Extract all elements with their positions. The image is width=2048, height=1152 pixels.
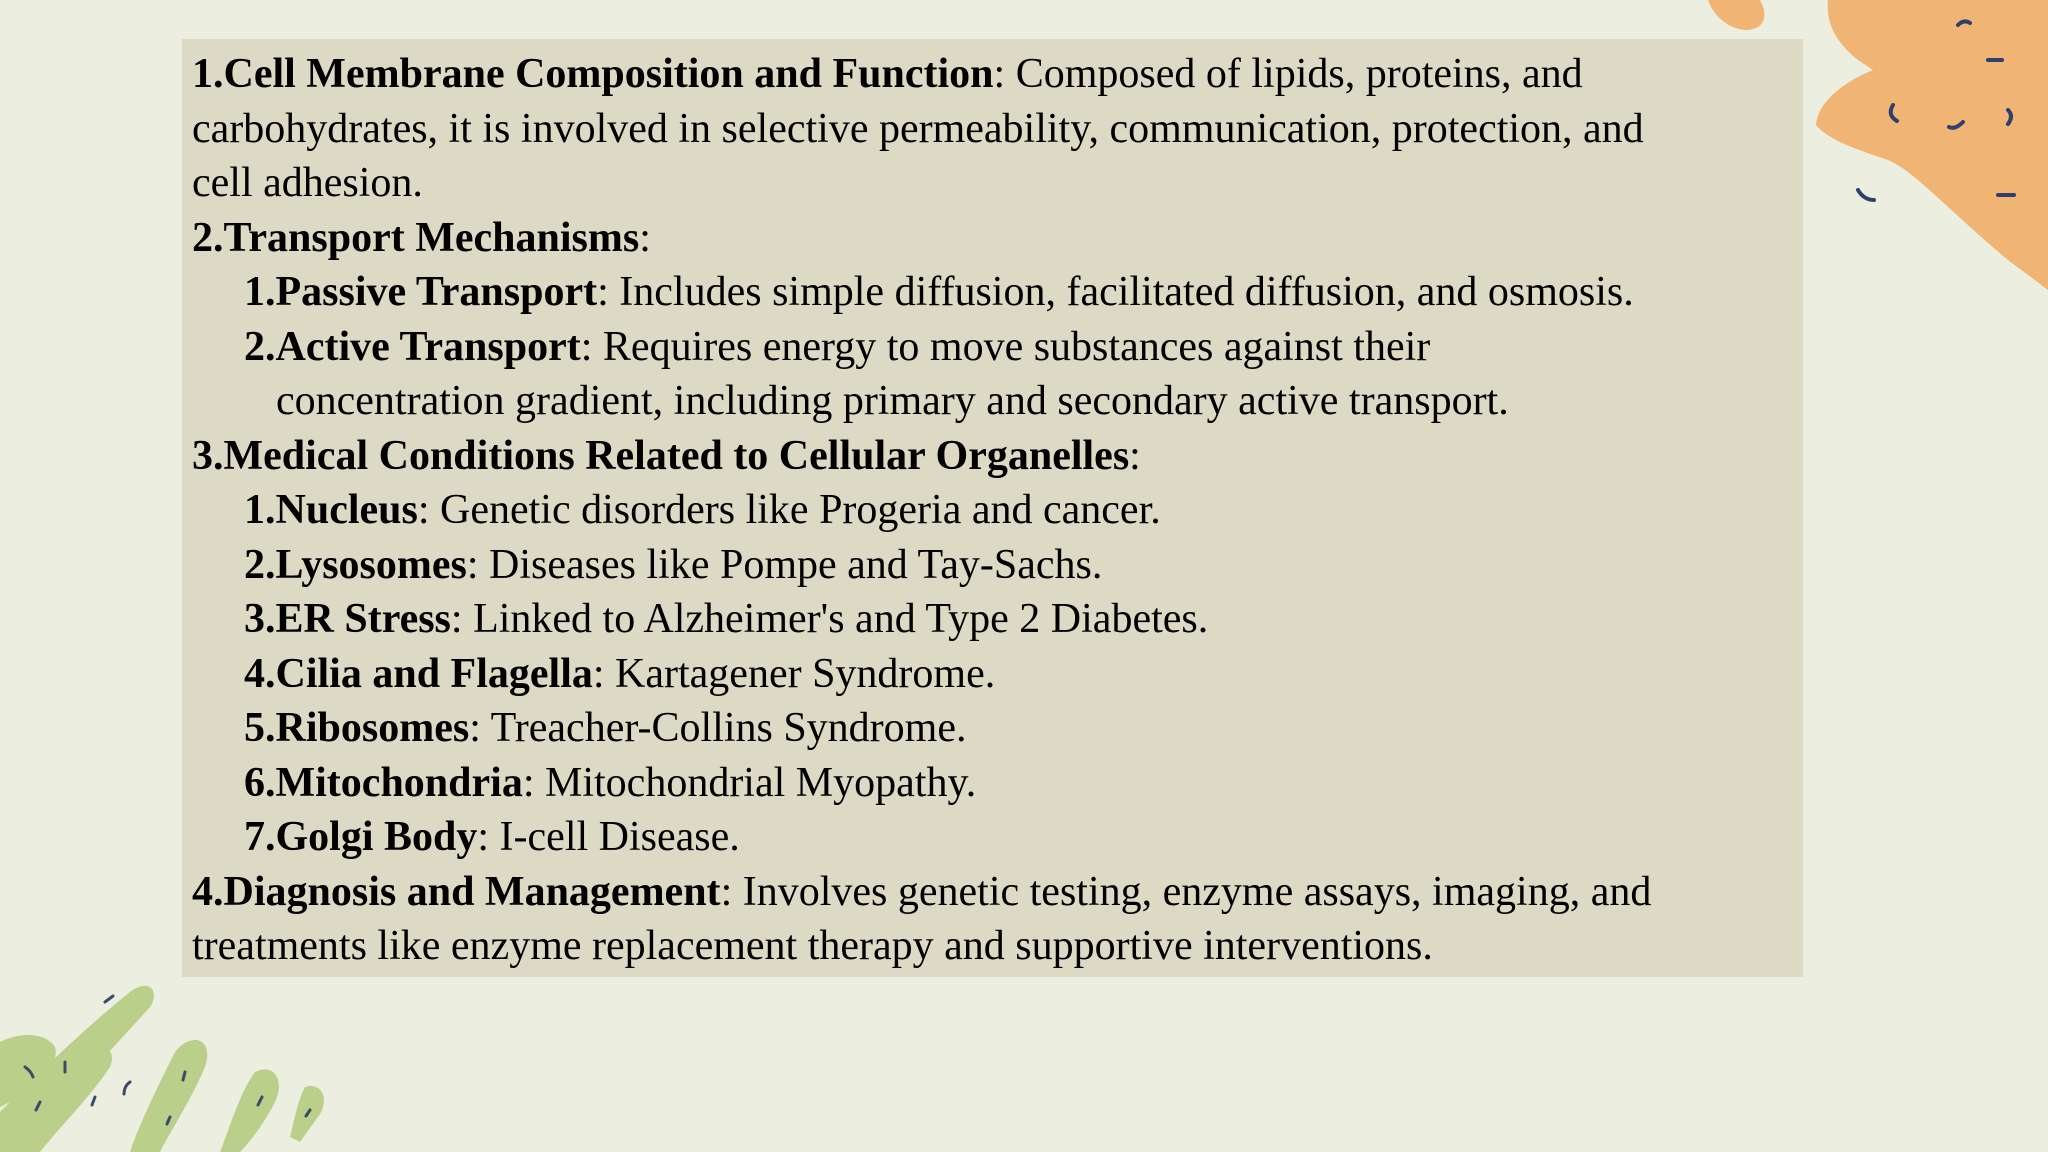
subitem-text: : Genetic disorders like Progeria and cancer. (417, 487, 1161, 533)
subitem-golgi-body (192, 810, 1793, 865)
item-3-number: 3. (192, 432, 224, 479)
subitem-title: Golgi Body (275, 814, 478, 860)
subitem-passive-transport (192, 265, 1793, 320)
subitem-number: 2. (244, 541, 276, 588)
subitem-title: Cilia and Flagella (275, 650, 593, 697)
item-2-heading (192, 211, 1793, 266)
item-3-title: Medical Conditions Related to Cellular Organelles (223, 432, 1130, 479)
subitem-number: 5. (244, 705, 276, 751)
subitem-mitochondria (192, 756, 1793, 811)
subitem-number: 1. (244, 269, 276, 315)
item-4-text: : Involves genetic testing, enzyme assays, imaging, and (720, 868, 1652, 915)
subitem-number: 6. (244, 759, 276, 806)
subitem-active-transport (192, 320, 1793, 375)
item-1-number: 1. (192, 51, 224, 97)
item-1-title: Cell Membrane Composition and Function (223, 51, 994, 97)
subitem-lysosomes (192, 538, 1793, 593)
subitem-title: Ribosomes (275, 705, 470, 751)
subitem-text: : Requires energy to move substances against their (580, 323, 1431, 370)
subitem-number: 4. (244, 650, 276, 697)
subitem-number: 7. (244, 814, 276, 860)
subitem-nucleus (192, 483, 1793, 538)
subitem-text: : Kartagener Syndrome. (592, 650, 996, 697)
item-3-colon: : (1129, 432, 1141, 479)
subitem-text: : Diseases like Pompe and Tay-Sachs. (466, 541, 1103, 588)
subitem-text: : Mitochondrial Myopathy. (522, 759, 977, 806)
subitem-title: Mitochondria (275, 759, 523, 806)
subitem-text: : I-cell Disease. (477, 814, 740, 860)
subitem-number: 2. (244, 323, 276, 370)
item-3-heading (192, 429, 1793, 484)
item-4-line-1 (192, 865, 1793, 920)
subitem-title: Passive Transport (275, 269, 598, 315)
subitem-ribosomes (192, 701, 1793, 756)
item-4-title: Diagnosis and Management (223, 868, 721, 915)
item-2-number: 2. (192, 214, 224, 261)
subitem-number: 1. (244, 487, 276, 533)
content-text-box (182, 39, 1803, 977)
subitem-title: ER Stress (275, 596, 451, 642)
item-2-colon: : (639, 214, 651, 261)
subitem-text: : Linked to Alzheimer's and Type 2 Diabetes. (450, 596, 1209, 642)
subitem-er-stress (192, 592, 1793, 647)
item-1-text: : Composed of lipids, proteins, and (993, 51, 1583, 97)
item-1-line-2: carbohydrates, it is involved in selective permeability, communication, protection, and (192, 105, 1644, 152)
item-1-line-3: cell adhesion. (192, 160, 423, 206)
item-1-line-1 (192, 47, 1793, 102)
subitem-title: Lysosomes (275, 541, 467, 588)
item-4-line-2: treatments like enzyme replacement therapy and supportive interventions. (192, 923, 1433, 969)
subitem-text: : Includes simple diffusion, facilitated diffusion, and osmosis. (597, 269, 1634, 315)
item-4-number: 4. (192, 868, 224, 915)
subitem-title: Active Transport (275, 323, 581, 370)
item-2-title: Transport Mechanisms (223, 214, 640, 261)
subitem-active-transport-continued: concentration gradient, including primary and secondary active transport. (276, 378, 1509, 424)
subitem-text: : Treacher-Collins Syndrome. (469, 705, 967, 751)
subitem-cilia-flagella (192, 647, 1793, 702)
subitem-title: Nucleus (275, 487, 418, 533)
subitem-number: 3. (244, 596, 276, 642)
